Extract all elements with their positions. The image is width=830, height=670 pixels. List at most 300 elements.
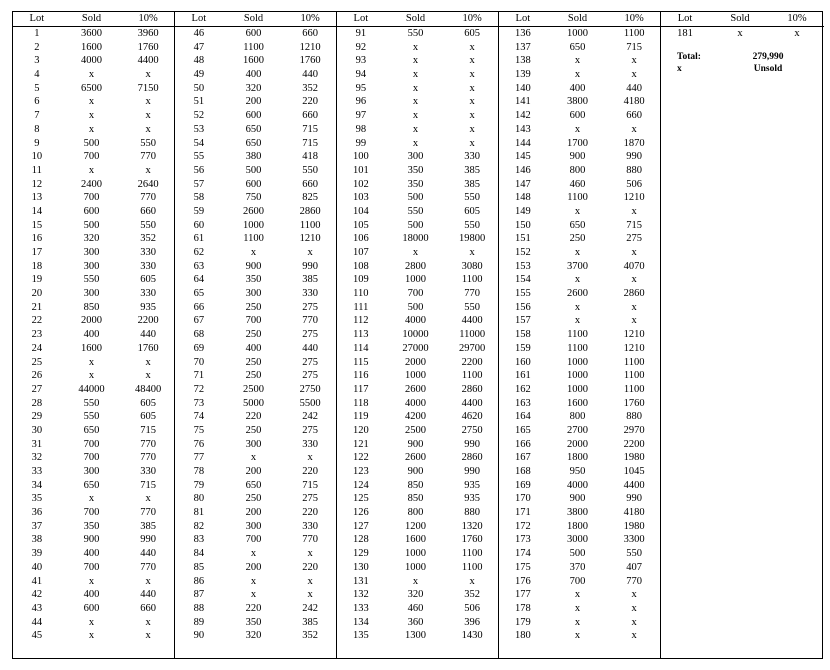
lot-cell: 50 xyxy=(193,82,205,94)
sold-cell: 1000 xyxy=(567,28,589,39)
sold-cell: 4200 xyxy=(405,411,427,423)
sold-cell: 2600 xyxy=(405,452,427,464)
table-row xyxy=(499,246,660,260)
lot-cell: 170 xyxy=(514,493,531,505)
table-row xyxy=(175,356,336,370)
sold-header: Sold xyxy=(81,13,102,24)
percent-cell: 770 xyxy=(464,288,481,300)
table-row xyxy=(175,314,336,328)
percent-cell: 385 xyxy=(302,274,319,286)
table-row xyxy=(499,451,660,465)
table-row xyxy=(13,287,174,301)
sold-cell: 650 xyxy=(245,137,262,149)
table-row xyxy=(499,342,660,356)
percent-cell: 4400 xyxy=(461,315,483,327)
lot-cell: 90 xyxy=(193,630,205,642)
lot-cell: 33 xyxy=(31,466,43,477)
sold-cell: 850 xyxy=(407,479,424,491)
table-row xyxy=(499,561,660,575)
percent-cell: 48400 xyxy=(135,383,162,395)
percent-cell: 4620 xyxy=(461,411,483,423)
lot-cell: 84 xyxy=(193,548,205,560)
percent-cell: 770 xyxy=(140,452,157,464)
lot-cell: 41 xyxy=(31,575,43,587)
table-row xyxy=(13,137,174,151)
lot-cell: 85 xyxy=(193,561,205,573)
lot-cell: 136 xyxy=(514,28,531,39)
table-row xyxy=(499,123,660,137)
percent-cell: x xyxy=(307,247,313,258)
table-row xyxy=(337,82,498,96)
percent-cell: 330 xyxy=(140,260,157,272)
sold-cell: 250 xyxy=(245,301,262,313)
percent-cell: x xyxy=(631,315,637,327)
sold-cell: 1800 xyxy=(567,452,589,464)
sold-cell: x xyxy=(88,356,95,368)
sold-cell: 250 xyxy=(245,370,262,382)
table-row xyxy=(13,54,174,68)
sold-cell: 370 xyxy=(569,561,586,573)
sold-cell: x xyxy=(574,55,581,67)
sold-cell: x xyxy=(88,616,95,628)
table-row xyxy=(13,41,174,55)
sold-cell: 500 xyxy=(245,164,262,176)
lot-cell: 94 xyxy=(355,69,367,81)
percent-cell: 4180 xyxy=(623,507,645,519)
percent-cell: 2200 xyxy=(461,356,483,368)
table-row xyxy=(13,191,174,205)
lot-cell: 67 xyxy=(193,315,205,327)
percent-cell: x xyxy=(307,452,313,464)
lot-cell: 12 xyxy=(31,178,43,190)
sold-cell: 900 xyxy=(83,534,100,546)
percent-cell: x xyxy=(794,28,800,39)
table-row xyxy=(175,109,336,123)
percent-cell: 330 xyxy=(140,247,157,258)
table-row xyxy=(337,383,498,397)
sold-cell: x xyxy=(412,55,419,67)
table-row xyxy=(337,451,498,465)
lot-cell: 149 xyxy=(514,205,531,217)
percent-cell: 5500 xyxy=(299,397,321,409)
percent-cell: 550 xyxy=(464,192,481,204)
sold-cell: 600 xyxy=(245,110,262,122)
table-row xyxy=(175,575,336,589)
sold-cell: 500 xyxy=(83,219,100,231)
lot-cell: 2 xyxy=(34,41,40,53)
sold-cell: 460 xyxy=(569,178,586,190)
lot-cell: 78 xyxy=(193,466,205,477)
percent-cell: 550 xyxy=(464,219,481,231)
lot-cell: 97 xyxy=(355,110,367,122)
table-row xyxy=(13,616,174,630)
percent-cell: 1210 xyxy=(623,342,645,354)
percent-cell: 3080 xyxy=(461,260,483,272)
sold-cell: 250 xyxy=(569,233,586,245)
percent-cell: 1980 xyxy=(623,520,645,532)
sold-cell: 3800 xyxy=(567,96,589,108)
sold-cell: x xyxy=(412,247,419,258)
lot-cell: 98 xyxy=(355,123,367,135)
sold-cell: 600 xyxy=(83,602,100,614)
table-row xyxy=(337,533,498,547)
sold-cell: 10000 xyxy=(402,329,429,341)
percent-cell: x xyxy=(469,82,475,94)
lot-cell: 79 xyxy=(193,479,205,491)
sold-cell: 600 xyxy=(569,110,586,122)
lot-cell: 23 xyxy=(31,329,43,341)
percent-cell: 990 xyxy=(464,438,481,450)
sold-cell: 600 xyxy=(83,205,100,217)
total-value: 279,990 xyxy=(752,51,784,62)
table-row xyxy=(337,479,498,493)
percent-cell: x xyxy=(145,575,151,587)
table-row xyxy=(13,150,174,164)
lot-cell: 76 xyxy=(193,438,205,450)
table-row xyxy=(175,164,336,178)
sold-cell: 300 xyxy=(83,466,100,477)
table-row xyxy=(337,273,498,287)
lot-cell: 82 xyxy=(193,520,205,532)
percent-cell: 770 xyxy=(302,534,319,546)
percent-cell: x xyxy=(145,493,151,505)
sold-cell: 950 xyxy=(569,466,586,477)
sold-cell: x xyxy=(412,96,419,108)
sold-cell: x xyxy=(574,123,581,135)
table-row xyxy=(499,232,660,246)
sold-cell: 250 xyxy=(245,356,262,368)
table-row xyxy=(337,561,498,575)
sold-cell: 700 xyxy=(83,561,100,573)
table-row xyxy=(337,95,498,109)
lot-cell: 165 xyxy=(514,424,531,436)
table-row xyxy=(175,287,336,301)
lot-cell: 64 xyxy=(193,274,205,286)
lot-cell: 156 xyxy=(514,301,531,313)
sold-cell: 1000 xyxy=(405,548,427,560)
sold-cell: x xyxy=(412,110,419,122)
percent-cell: 1980 xyxy=(623,452,645,464)
lot-cell: 179 xyxy=(514,616,531,628)
percent-cell: 2750 xyxy=(299,383,321,395)
table-row xyxy=(175,68,336,82)
lot-cell: 132 xyxy=(352,589,369,601)
sold-header: Sold xyxy=(730,13,750,24)
lot-cell: 26 xyxy=(31,370,43,382)
table-row xyxy=(175,150,336,164)
percent-cell: 330 xyxy=(140,288,157,300)
lot-cell: 45 xyxy=(31,630,43,642)
table-row xyxy=(337,492,498,506)
table-row xyxy=(499,629,660,643)
table-block-2 xyxy=(175,12,337,658)
lot-cell: 115 xyxy=(353,356,369,368)
lot-cell: 71 xyxy=(193,370,205,382)
sold-cell: 400 xyxy=(245,69,262,81)
table-row xyxy=(499,287,660,301)
lot-cell: 110 xyxy=(353,288,369,300)
sold-cell: 300 xyxy=(83,288,100,300)
table-row xyxy=(175,533,336,547)
percent-cell: 11000 xyxy=(459,329,486,341)
table-row xyxy=(175,479,336,493)
percent-cell: 605 xyxy=(140,274,157,286)
table-row xyxy=(337,137,498,151)
lot-cell: 131 xyxy=(352,575,369,587)
lot-cell: 141 xyxy=(514,96,531,108)
lot-cell: 150 xyxy=(514,219,531,231)
lot-cell: 86 xyxy=(193,575,205,587)
table-row xyxy=(499,109,660,123)
lot-cell: 163 xyxy=(514,397,531,409)
percent-cell: 3300 xyxy=(623,534,645,546)
lot-cell: 108 xyxy=(352,260,369,272)
table-row xyxy=(499,273,660,287)
sold-cell: 300 xyxy=(83,260,100,272)
sold-cell: 550 xyxy=(407,205,424,217)
lot-header: Lot xyxy=(677,13,693,24)
percent-cell: 385 xyxy=(302,616,319,628)
lot-cell: 101 xyxy=(352,164,369,176)
percent-cell: 660 xyxy=(302,28,319,39)
lot-cell: 65 xyxy=(193,288,205,300)
table-row xyxy=(499,547,660,561)
sold-cell: 900 xyxy=(569,151,586,163)
table-row xyxy=(499,588,660,602)
lot-cell: 106 xyxy=(352,233,369,245)
table-row xyxy=(175,137,336,151)
percent-cell: x xyxy=(469,137,475,149)
sold-cell: x xyxy=(737,28,743,39)
sold-cell: 2500 xyxy=(405,424,427,436)
sold-cell: x xyxy=(250,247,257,258)
table-row xyxy=(13,27,174,41)
table-row xyxy=(499,314,660,328)
percent-cell: 275 xyxy=(626,233,643,245)
percent-cell: x xyxy=(145,110,151,122)
lot-cell: 5 xyxy=(34,82,40,94)
table-row xyxy=(337,164,498,178)
lot-cell: 143 xyxy=(514,123,531,135)
percent-cell: 352 xyxy=(140,233,157,245)
lot-cell: 146 xyxy=(514,164,531,176)
lot-cell: 46 xyxy=(193,28,205,39)
sold-cell: 320 xyxy=(83,233,100,245)
table-row xyxy=(175,82,336,96)
lot-cell: 95 xyxy=(355,82,367,94)
sold-cell: 800 xyxy=(569,411,586,423)
percent-cell: 550 xyxy=(302,164,319,176)
percent-cell: 440 xyxy=(140,548,157,560)
lot-cell: 116 xyxy=(353,370,369,382)
sold-cell: 1100 xyxy=(243,41,264,53)
lot-cell: 157 xyxy=(514,315,531,327)
table-row xyxy=(337,314,498,328)
table-row xyxy=(13,342,174,356)
percent-cell: 275 xyxy=(302,301,319,313)
lot-cell: 155 xyxy=(514,288,531,300)
lot-cell: 77 xyxy=(193,452,205,464)
table-row xyxy=(337,438,498,452)
table-row xyxy=(499,82,660,96)
percent-cell: 2640 xyxy=(137,178,159,190)
sold-cell: x xyxy=(412,41,419,53)
lot-cell: 121 xyxy=(352,438,369,450)
percent-cell: 550 xyxy=(140,219,157,231)
sold-cell: x xyxy=(574,602,581,614)
lot-cell: 68 xyxy=(193,329,205,341)
sold-cell: 2500 xyxy=(243,383,265,395)
sold-cell: 900 xyxy=(407,438,424,450)
sold-cell: 650 xyxy=(245,123,262,135)
lot-cell: 180 xyxy=(514,630,531,642)
percent-cell: 550 xyxy=(464,301,481,313)
percent-cell: x xyxy=(631,205,637,217)
percent-cell: 3960 xyxy=(137,28,159,39)
percent-header: 10% xyxy=(462,13,482,24)
table-row xyxy=(337,616,498,630)
lot-cell: 122 xyxy=(352,452,369,464)
table-row xyxy=(13,82,174,96)
percent-cell: 990 xyxy=(140,534,157,546)
sold-cell: 4000 xyxy=(405,315,427,327)
percent-cell: 2860 xyxy=(299,205,321,217)
sold-cell: 400 xyxy=(569,82,586,94)
table-row xyxy=(337,369,498,383)
table-block-5 xyxy=(661,12,824,658)
lot-cell: 151 xyxy=(514,233,531,245)
lot-cell: 87 xyxy=(193,589,205,601)
lot-cell: 142 xyxy=(514,110,531,122)
percent-cell: x xyxy=(145,630,151,642)
table-row xyxy=(175,506,336,520)
sold-cell: 320 xyxy=(245,82,262,94)
table-row xyxy=(175,465,336,479)
table-row xyxy=(13,383,174,397)
lot-cell: 4 xyxy=(34,69,40,81)
lot-cell: 34 xyxy=(31,479,43,491)
sold-cell: 200 xyxy=(245,466,262,477)
percent-cell: 1870 xyxy=(623,137,645,149)
percent-cell: 1100 xyxy=(461,370,483,382)
lot-cell: 124 xyxy=(352,479,369,491)
sold-cell: 3700 xyxy=(567,260,589,272)
percent-cell: 1100 xyxy=(461,274,483,286)
lot-cell: 47 xyxy=(193,41,205,53)
sold-cell: 550 xyxy=(407,28,424,39)
table-row xyxy=(337,588,498,602)
lot-cell: 56 xyxy=(193,164,205,176)
sold-cell: 1800 xyxy=(567,520,589,532)
sold-cell: x xyxy=(88,630,95,642)
table-row xyxy=(13,246,174,260)
percent-cell: x xyxy=(631,123,637,135)
percent-cell: 1760 xyxy=(137,342,159,354)
table-row xyxy=(13,629,174,643)
percent-cell: 770 xyxy=(626,575,643,587)
lot-cell: 102 xyxy=(352,178,369,190)
table-row xyxy=(13,438,174,452)
percent-cell: 2200 xyxy=(623,438,645,450)
sold-cell: 1300 xyxy=(405,630,427,642)
table-row xyxy=(175,54,336,68)
table-row xyxy=(499,492,660,506)
lot-cell: 167 xyxy=(514,452,531,464)
lot-cell: 48 xyxy=(193,55,205,67)
percent-cell: 242 xyxy=(302,411,319,423)
percent-cell: 4400 xyxy=(137,55,159,67)
lot-cell: 52 xyxy=(193,110,205,122)
sold-cell: 1600 xyxy=(81,342,103,354)
table-row xyxy=(337,287,498,301)
table-row xyxy=(499,410,660,424)
sold-cell: 850 xyxy=(407,493,424,505)
sold-cell: 600 xyxy=(245,28,262,39)
sold-cell: 1200 xyxy=(405,520,427,532)
percent-cell: 2200 xyxy=(137,315,159,327)
percent-cell: 330 xyxy=(464,151,481,163)
table-row xyxy=(13,465,174,479)
lot-cell: 39 xyxy=(31,548,43,560)
sold-cell: 200 xyxy=(245,96,262,108)
percent-cell: 2750 xyxy=(461,424,483,436)
table-row xyxy=(499,137,660,151)
lot-cell: 139 xyxy=(514,69,531,81)
sold-cell: x xyxy=(250,548,257,560)
sold-header: Sold xyxy=(567,13,588,24)
table-row xyxy=(13,492,174,506)
sold-cell: 1100 xyxy=(243,233,264,245)
percent-cell: 715 xyxy=(140,424,157,436)
table-row xyxy=(175,232,336,246)
sold-cell: x xyxy=(88,96,95,108)
lot-cell: 100 xyxy=(352,151,369,163)
table-row xyxy=(175,301,336,315)
sold-cell: 750 xyxy=(245,192,262,204)
percent-cell: 385 xyxy=(140,520,157,532)
percent-cell: 715 xyxy=(302,137,319,149)
lot-cell: 134 xyxy=(352,616,369,628)
lot-cell: 164 xyxy=(514,411,531,423)
lot-cell: 81 xyxy=(193,507,205,519)
lot-cell: 103 xyxy=(352,192,369,204)
sold-cell: x xyxy=(574,315,581,327)
sold-cell: x xyxy=(250,575,257,587)
sold-cell: x xyxy=(250,452,257,464)
lot-cell: 20 xyxy=(31,288,43,300)
table-row xyxy=(175,547,336,561)
table-row xyxy=(499,424,660,438)
percent-cell: x xyxy=(307,548,313,560)
percent-cell: 1210 xyxy=(623,329,645,341)
sold-cell: 500 xyxy=(407,219,424,231)
table-row xyxy=(337,424,498,438)
sold-cell: 320 xyxy=(245,630,262,642)
lot-cell: 125 xyxy=(352,493,369,505)
table-row xyxy=(499,465,660,479)
table-row xyxy=(499,191,660,205)
lot-cell: 70 xyxy=(193,356,205,368)
lot-cell: 10 xyxy=(31,151,43,163)
percent-cell: x xyxy=(469,41,475,53)
percent-cell: 330 xyxy=(302,520,319,532)
sold-cell: x xyxy=(88,164,95,176)
lot-cell: 53 xyxy=(193,123,205,135)
sold-cell: 650 xyxy=(83,479,100,491)
table-row xyxy=(337,260,498,274)
lot-header: Lot xyxy=(515,13,531,24)
sold-cell: 4000 xyxy=(567,479,589,491)
